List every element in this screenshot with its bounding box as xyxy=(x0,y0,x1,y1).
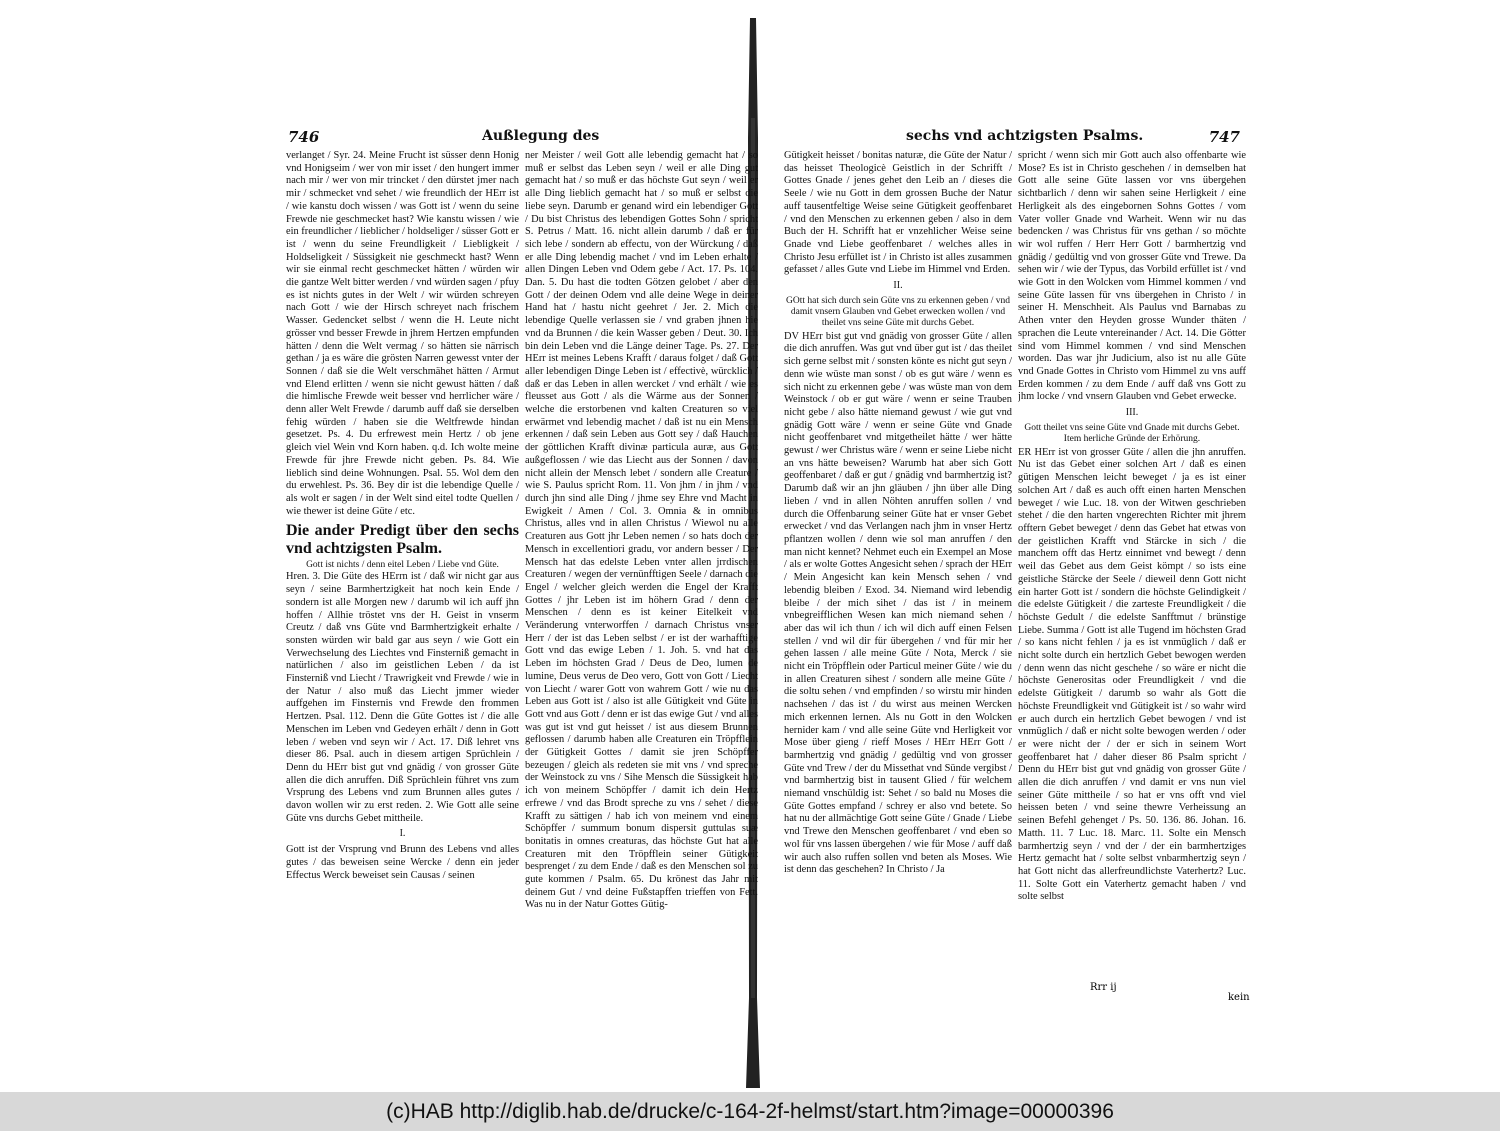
paragraph: Gott ist der Vrsprung vnd Brunn des Lebens vnd alles gutes / das beweisen seine Wercke / denn ein jeder Effectus Werck beweiset sein Causas / seinen xyxy=(286,844,519,881)
section-numeral: II. xyxy=(893,280,903,292)
paragraph: DV HErr bist gut vnd gnädig von grosser Güte / allen die dich anruffen. Was gut vnd über gut ist / das theilet sich gerne selbst mit / sonsten könte es nicht gut seyn / denn wie wüste man sonst / ob es gut wäre / wenn es sich nicht zu erkennen gebe / was wüste man von dem Weinstock / ob er gut wäre / wenn er seine Trauben nicht gebe / also hätte niemand gewust / wie gut vnd gnädig Gott wäre / wenn er seine Güte vnd Gnade nicht geoffenbaret vnd mitgetheilet hätte / wer hätte gewust / wer Christus wäre / wenn er seine Liebe nicht an vns hätte beweisen? Warumb hat aber sich Gott geoffenbaret / daß er gut / gnädig vnd barmhertzig ist? Darumb daß wir an jhn gläuben / jhn über alle Ding lieben / vnd in allen Nöhten anruffen sollen / vnd durch die Offenbarung seiner Güte hat er vnser Gebet erwecket / vnd das Verlangen nach jhm in vnser Hertz pflantzen wollen / denn wie sol man anruffen / den man nicht kennet? Nehmet euch ein Exempel an Mose / als er wolte Gottes Angesicht sehen / sprach der HErr / Mein Angesicht kan kein Mensch sehen / vnd lebendig bleiben / Exod. 34. Niemand wird lebendig bleibe / der mich sihet / das ist / in meinem vnbegreifflichen Wesen kan mich niemand sehen / aber das wil ich thun / ich wil dich auff einen Felsen stellen / vnd wil dir für übergehen / vnd für mir her gehen lassen / alle meine Güte / Nota, Merck / sie nicht ein Tröpfflein oder Particul meiner Güte / wie du in allen Creaturen sihest / sondern alle meine Güte / die soltu sehen / vnd empfinden / so wirstu mir hinden nachsehen / das ist / du wirst aus meinen Wercken mich erkennen lernen. Als nu Gott in den Wolcken hernider kam / vnd alle seine Güte vnd Herligkeit vor Mose über gieng / rieff Moses / HErr HErr Gott / barmhertzig vnd gnädig / gedültig vnd von grosser Güte vnd Trew / der du Missethat vnd Sünde vergibst / vnd barmhertzig bist in tausent Glied / für welchem niemand vnschüldig ist: Sehet / so bald nu Moses die Güte Gottes empfand / schrey er also vnd betete. So hat nu der allmächtige Gott seine Güte / Gnade / Liebe vnd Trewe den Menschen geoffenbaret / vnd eben so wol für vns lassen übergehen / wie für Mose / auff daß wir auch also ruffen sollen vnd beten als Moses. Wie ist denn das geschehen? In Christo / Ja xyxy=(784,330,1012,876)
running-head-title: Außlegung des xyxy=(482,128,600,144)
paragraph: Hren. 3. Die Güte des HErrn ist / daß wir nicht gar aus seyn / seine Barmhertzigkeit hat noch kein Ende / sondern ist alle Morgen new / darumb wil ich auff jhn hoffen / Allhie tröstet vns der H. Geist in vnserm Creutz / daß vns Güte vnd Barmhertzigkeit erhalte / sonsten würden wir bald gar aus seyn / wie Gott ein Verwechselung des Liechtes vnd Finsterniß gemacht in natürlichen / also im geistlichen Leben / da ist Finsterniß vnd Liecht / Trawrigkeit vnd Frewde / wie in der Natur / also muß das Liecht jmmer wieder auffgehen im Finsternis vnd Frewde den frommen Hertzen. Psal. 112. Denn die Güte Gottes ist / die alle Menschen im Leben vnd Gedeyen erhält / denn in Gott leben / weben vnd seyn wir / Act. 17. Diß lehret vns dieser 86. Psal. auch in diesem artigen Sprüchlein / Denn du HErr bist gut vnd gnädig / von grosser Güte allen die dich anruffen. Diß Sprüchlein führet vns zum Vrsprung des Lebens vnd zum Brunnen alles gutes / davon wollen wir zu erst reden. 2. Wie Gott alle seine Güte vns durchs Gebet mittheile. xyxy=(286,571,519,824)
paragraph: ner Meister / weil Gott alle lebendig gemacht hat / so muß er selbst das Leben seyn / weil er alle Ding gut gemacht hat / so muß er das höchste Gut seyn / weil er alle Ding lieblich gemacht hat / so muß er selbst die liebe seyn. Darumb er genand wird ein lebendiger Gott / Du bist Christus des lebendigen Gottes Sohn / spricht S. Petrus / Matt. 16. nicht allein darumb / daß er für sich lebe / sondern ab effectu, von der Würckung / daß er alle Ding lebendig machet / vnd im Leben erhalte / allen Dingen Leben vnd Odem gebe / Act. 17. Ps. 104. Dan. 5. Du hast die todten Götzen gelobet / aber den Gott / der deinen Odem vnd alle deine Wege in deiner Hand hat / hastu nicht geehret / Jer. 2. Mich die lebendige Quelle verlassen sie / vnd graben jhnen hie vnd da Brunnen / die kein Wasser geben / Deut. 30. Ich bin dein Leben vnd die Länge deiner Tage. Ps. 27. Der HErr ist meines Lebens Krafft / daraus folget / daß Gott aller lebendigen Dinge Leben ist / effectivè, würcklich / daß er das Leben in allen wercket / vnd erhält / wie es fleusset aus Gott / als die Wärme aus der Sonnen / welche die erstorbenen vnd kalten Creaturen so viel erwärmet vnd lebendig machet / daß ist nu ein Mensch erkennen / daß sein Leben aus Gott sey / daß Hauchen der göttlichen Krafft divinæ particula auræ, aus Gott außgeflossen / wie das Liecht aus der Sonnen / davon nicht allein der Mensch lebet / sondern alle Creature / wie S. Paulus spricht Rom. 11. Von jhm / in jhm / vnd durch jhn sind alle Ding / jhme sey Ehre vnd Macht in Ewigkeit / Amen / Col. 3. Omnia & in omnibus Christus, alles vnd in allen Christus / Wiewol nu alle Creaturen aus Gott jhr Leben nemen / so hats doch der Mensch in excellentiori gradu, vor andern besser / Der Mensch hat das edelste Leben vnter allen jrrdischen Creaturen / wegen der vernünfftigen Seele / darnach die Engel / welcher gleich werden die Engel der Krafft Gottes / jhr Leben ist im höhern Grad / denn der Menschen / denn es ist keiner Eitelkeit vnd Veränderung vnterworffen / darnach Christus vnser Herr / der ist das Leben selbst / er ist der warhafftige Gott vnd das ewige Leben / 1. Joh. 5. vnd hat das Leben im höchsten Grad / Deus de Deo, lumen de lumine, Deus verus de Deo vero, Gott von Gott / Liecht von Liecht / warer Gott von wahrem Gott / wie nu das Leben aus Gott ist / also ist alle Gütigkeit vnd Güte in Gott vnd aus Gott / denn er ist das ewige Gut / vnd alles was gut ist vnd gut heisset / ist aus diesem Brunnen geflossen / darumb haben alle Creaturen ein Tröpfflein der Gütigkeit Gottes / damit sie jren Schöpffer bezeugen / gleich als redeten sie mit vns / vnd spreche der Weinstock zu vns / Sihe Mensch die Süssigkeit hab ich von meinem Schöpffer / damit ich dein Hertz erfrewe / vnd das Brodt spreche zu vns / sehet / diese Krafft zu sättigen / hab ich von meinem vnd einem Schöpffer / summum bonum dispersit guttulas suæ bonitatis in omnes creaturas, das höchste Gut hat alle Creaturen mit den Tröpfflein seiner Gütigkeit besprenget / zu dem Ende / daß es den Menschen sol zu gute kommen / Psalm. 65. Du krönest das Jahr mit deinem Gut / vnd deine Fußstapffen trieffen von Fett. Was nu in der Natur Gottes Gütig- xyxy=(525,150,758,911)
right-page xyxy=(784,128,1246,904)
section-summary: Gott theilet vns seine Güte vnd Gnade mit durchs Gebet. Item herliche Gründe der Erhörung. xyxy=(1024,422,1240,444)
section-summary: GOtt hat sich durch sein Güte vns zu erkennen geben / vnd damit vnsern Glauben vnd Gebet erwecken wollen / vnd theilet vns seine Güte mit durchs Gebet. xyxy=(786,295,1010,328)
paragraph: verlanget / Syr. 24. Meine Frucht ist süsser denn Honig vnd Honigseim / wer von mir isset / den hungert immer nach mir / wer von mir trincket / den dürstet jmer nach mir / schmecket vnd sehet / wie freundlich der HErr ist / wie kanstu doch wissen / was Gott ist / wenn du seine Frewde nie geschmecket hast? Wie kanstu wissen / wie ein freundlicher / lieblicher / holdseliger / süsser Gott er ist / wenn du seine Freundligkeit / Liebligkeit / Holdseligkeit / Süssigkeit nie geschmeckt hast? Wenn wir sie einmal recht geschmecket hätten / würden wir die gantze Welt bitter werden / vnd würden sagen / pfuy es ist nichts gutes in der Welt / wir würden schreyen nach Gott / wie der Hirsch schreyet nach frischem Wasser. Gedencket selbst / wenn die H. Leute nicht grösser vnd besser Frewde in jhrem Hertzen empfunden hätten / denn die Welt vermag / so hätten sie närrisch gethan / ja es wäre die grösten Narren gewesst vnter der Sonnen / daß sie die Welt verschmähet hätten / Armut vnd Elend erlitten / wenn sie nicht gewust hätten / daß die himlische Frewde weit besser vnd herrlicher wäre / denn aller Welt Frewde / darumb auff daß sie derselben fehig würden / haben sie die Weltfrewde hindan gesetzet. Ps. 4. Du erfrewest mein Hertz / ob jene gleich viel Wein vnd Korn haben. q.d. Ich wolte meine Frewde für jhre Frewde nicht geben. Ps. 84. Wie lieblich sind deine Wohnungen. Psal. 55. Wol dem den du erwehlest. Ps. 36. Bey dir ist die lebendige Quelle / als wolt er sagen / in der Welt sind eitel todte Quellen / wie thewer ist deine Güte / etc. xyxy=(286,150,519,517)
right-column-1 xyxy=(784,150,1012,904)
page-number: 747 xyxy=(1208,128,1240,146)
left-column-2 xyxy=(525,150,758,912)
running-head-title: sechs vnd achtzigsten Psalms. xyxy=(906,128,1144,144)
left-columns xyxy=(286,150,758,912)
sermon-subheading: Gott ist nichts / denn eitel Leben / Liebe vnd Güte. xyxy=(306,560,499,571)
page-number: 746 xyxy=(288,128,320,146)
right-column-2 xyxy=(1018,150,1246,904)
copyright-footer: (c)HAB http://diglib.hab.de/drucke/c-164-2f-helmst/start.htm?image=00000396 xyxy=(0,1092,1500,1131)
right-columns xyxy=(784,150,1246,904)
section-numeral: I. xyxy=(399,828,406,840)
paragraph: spricht / wenn sich mir Gott auch also offenbarte wie Mose? Es ist in Christo geschehen / in demselben hat Gott alle seine Güte lassen vor vns übergehen sichtbarlich / denn wir sahen seine Herligkeit / eine Herligkeit als des eingebornen Sohns Gottes / vom Vater voller Gnade vnd Warheit. Wenn wir nu das bedencken / was Christus für vns gethan / so möchte wir wol ruffen / Herr Herr Gott / barmhertzig vnd gnädig / gedültig vnd von grosser Güte vnd Trewe. Da sehen wir / wie der Typus, das Vorbild erfüllet ist / vnd wie Gott in den Wolcken vom Himmel kommen / vnd seine Güte lassen für vns übergehen in Christo / in seiner H. Menschheit. Als Paulus vnd Barnabas zu Athen vnter den Heyden grosse Wunder thäten / sprachen die Leute vntereinander / Act. 14. Die Götter sind vom Himmel kommen / vnd sind Menschen worden. Das war jhr Judicium, also ist nu alle Güte vnd Gnade Gottes in Christo vom Himmel zu vns auff Erden kommen / zu dem Ende / auff daß vns Gott zu jhm locke / vnd vnsern Glauben vnd Gebet erwecke. xyxy=(1018,150,1246,403)
left-running-head xyxy=(286,128,758,150)
signature-mark: Rrr ij xyxy=(1090,982,1117,993)
section-numeral: III. xyxy=(1125,407,1139,419)
catchword: kein xyxy=(1228,992,1250,1003)
sermon-heading: Die ander Predigt über den sechs vnd achtzigsten Psalm. xyxy=(286,522,519,558)
paragraph: Gütigkeit heisset / bonitas naturæ, die Güte der Natur / das heisset Theologicè Geistlich in der Schrifft / Gottes Gnade / jenes gehet den Leib an / dieses die Seele / wie nu Gott in dem grossen Buche der Natur auff tausentfeltige Weise seine Gütigkeit geoffenbaret / vnd den Menschen zu erkennen geben / also in dem Buch der H. Schrifft hat er vnzehlicher Weise seine Gnade vnd Liebe geoffenbaret / welches alles in Christo Jesu erfüllet ist / in Christo ist alles zusammen gefasset / alles Gute vnd Liebe im Himmel vnd Erden. xyxy=(784,150,1012,276)
paragraph: ER HErr ist von grosser Güte / allen die jhn anruffen. Nu ist das Gebet einer solchen Art / daß es einen gütigen Menschen leicht beweget / ja es ist einer solchen Art / daß es auch offt einen harten Menschen beweget / wie Luc. 18. von der Witwen geschrieben stehet / die den harten vngerechten Richter mit jhrem offtern Gebet beweget / denn das Gebet hat etwas von der geistlichen Krafft vnd Stärcke in sich / die manchem offt das Hertz einnimet vnd bewegt / denn weil das Gebet aus dem Geist kömpt / so ists eine geistliche Stärcke der Seele / dieweil denn Gott nicht ein harter Gott ist / sondern die höchste Gelindigkeit / die edelste Gütigkeit / die zarteste Freundligkeit / die höchste Gedult / die edelste Sanfftmut / brünstige Liebe. Summa / Gott ist alle Tugend im höchsten Grad / so kans nicht fehlen / ja es ist vnmüglich / daß er nicht solte durch ein hertzlich Gebet bewogen werden / denn wenn das nicht geschehe / so wäre er nicht die höchste Generositas oder Freundligkeit / vnd die edelste Gütigkeit / darumb so wahr als Gott die höchste Freundligkeit vnd Gütigkeit ist / so wahr wird er auch durch ein hertzlich Gebet bewogen / vnd ist vnmüglich / daß er nicht solte bewogen werden / oder er were nicht der / der er sich in seinem Wort geoffenbaret hat / daher dieser 86 Psalm spricht / Denn du HErr bist gut vnd gnädig von grosser Güte / allen die dich anruffen / vnd damit er vns nun viel seiner Güte mittheile / so hat er vns offt vnd viel heissen beten / vnd seine thewre Verheissung an seinen Befehl gehenget / Ps. 50. 136. 86. Johan. 16. Matth. 11. 7 Luc. 18. Marc. 11. Solte ein Mensch barmhertzig seyn / vnd der / der ein barmhertziges Hertz gemacht hat / solte selbst vnbarmhertzig seyn / hat Gott nicht das allerfreundlichste Vaterhertz? Luc. 11. Solte Gott ein Vaterhertz gemacht haben / vnd solte selbst xyxy=(1018,446,1246,903)
right-running-head xyxy=(784,128,1246,150)
left-column-1 xyxy=(286,150,519,912)
left-page xyxy=(286,128,758,912)
